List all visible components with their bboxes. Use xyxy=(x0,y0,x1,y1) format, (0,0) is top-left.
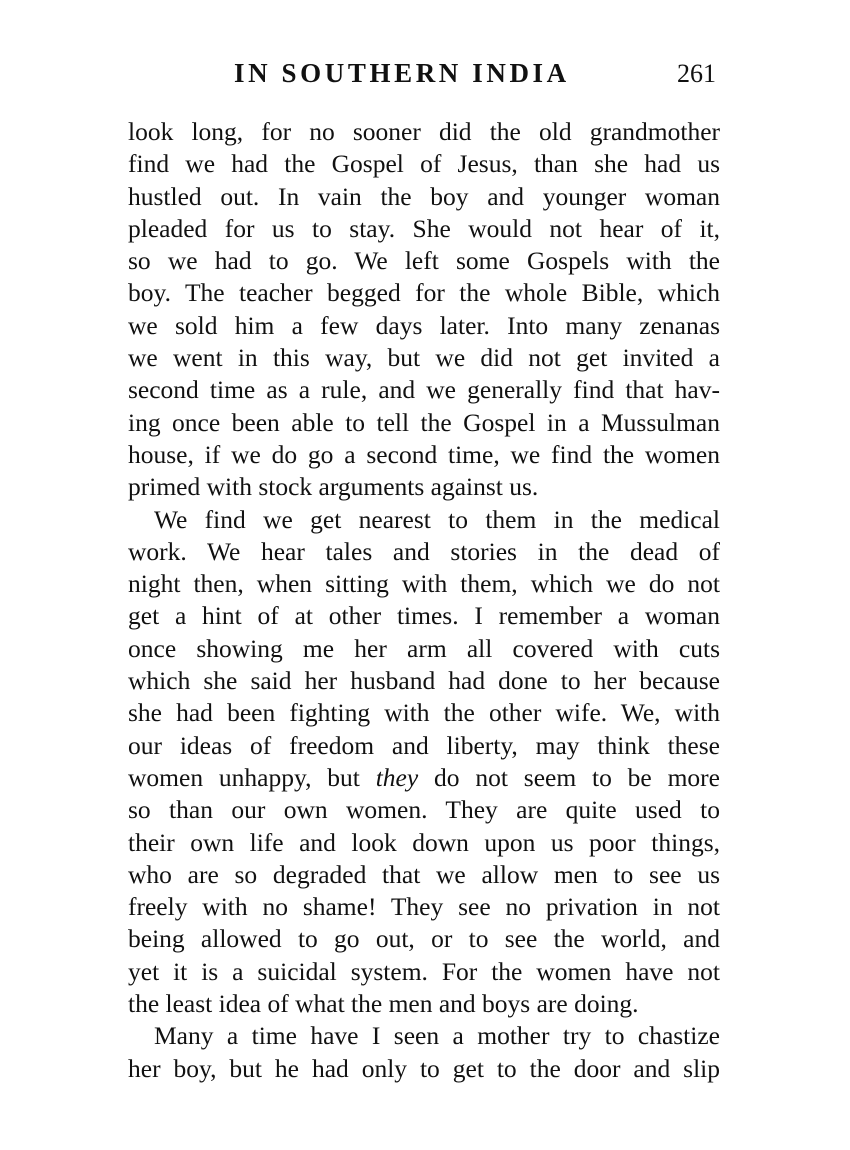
text-line: she had been fighting with the other wife. We, with xyxy=(128,698,720,728)
text-line: Many a time have I seen a mother try to chastize xyxy=(154,1021,720,1051)
text-line: their own life and look down upon us poor things, xyxy=(128,827,720,857)
text-line: so than our own women. They are quite used to xyxy=(128,795,720,825)
page-number: 261 xyxy=(677,59,716,88)
text-line: her boy, but he had only to get to the door and slip xyxy=(128,1053,720,1083)
text-line: freely with no shame! They see no privation in not xyxy=(128,892,720,922)
text-line: find we had the Gospel of Jesus, than she had us xyxy=(128,149,720,179)
text-line: We find we get nearest to them in the medical xyxy=(154,504,720,534)
text-line: look long, for no sooner did the old grandmother xyxy=(128,117,720,146)
text-line: which she said her husband had done to her because xyxy=(128,666,720,696)
text-line: night then, when sitting with them, which we do not xyxy=(128,569,720,599)
running-head xyxy=(128,58,720,98)
text-line: so we had to go. We left some Gospels with the xyxy=(128,246,720,276)
paragraph xyxy=(128,116,720,504)
text-line: work. We hear tales and stories in the dead of xyxy=(128,536,720,566)
text-line: women unhappy, but they do not seem to be more xyxy=(128,762,720,792)
text-line: get a hint of at other times. I remember a woman xyxy=(128,601,720,631)
paragraph xyxy=(128,1020,720,1085)
text-line: yet it is a suicidal system. For the women have not xyxy=(128,956,720,986)
text-line: boy. The teacher begged for the whole Bible, which xyxy=(128,278,720,308)
text-line: primed with stock arguments against us. xyxy=(128,472,539,502)
text-line: being allowed to go out, or to see the world, and xyxy=(128,924,720,954)
text-line: ing once been able to tell the Gospel in a Mussulman xyxy=(128,407,720,437)
text-line: pleaded for us to stay. She would not hear of it, xyxy=(128,213,720,243)
running-title: IN SOUTHERN INDIA xyxy=(234,58,570,88)
text-line: we went in this way, but we did not get invited a xyxy=(128,343,720,373)
text-line: second time as a rule, and we generally find that hav- xyxy=(128,375,720,405)
text-line: hustled out. In vain the boy and younger woman xyxy=(128,181,720,211)
text-line: once showing me her arm all covered with cuts xyxy=(128,633,720,663)
paragraph xyxy=(128,504,720,1021)
text-line: we sold him a few days later. Into many zenanas xyxy=(128,310,720,340)
text-line: our ideas of freedom and liberty, may think these xyxy=(128,730,720,760)
body-text xyxy=(128,116,720,1085)
text-line: who are so degraded that we allow men to see us xyxy=(128,859,720,889)
emphasis: they xyxy=(375,762,419,792)
text-line: the least idea of what the men and boys are doing. xyxy=(128,989,639,1019)
text-line: house, if we do go a second time, we find the women xyxy=(128,439,720,469)
